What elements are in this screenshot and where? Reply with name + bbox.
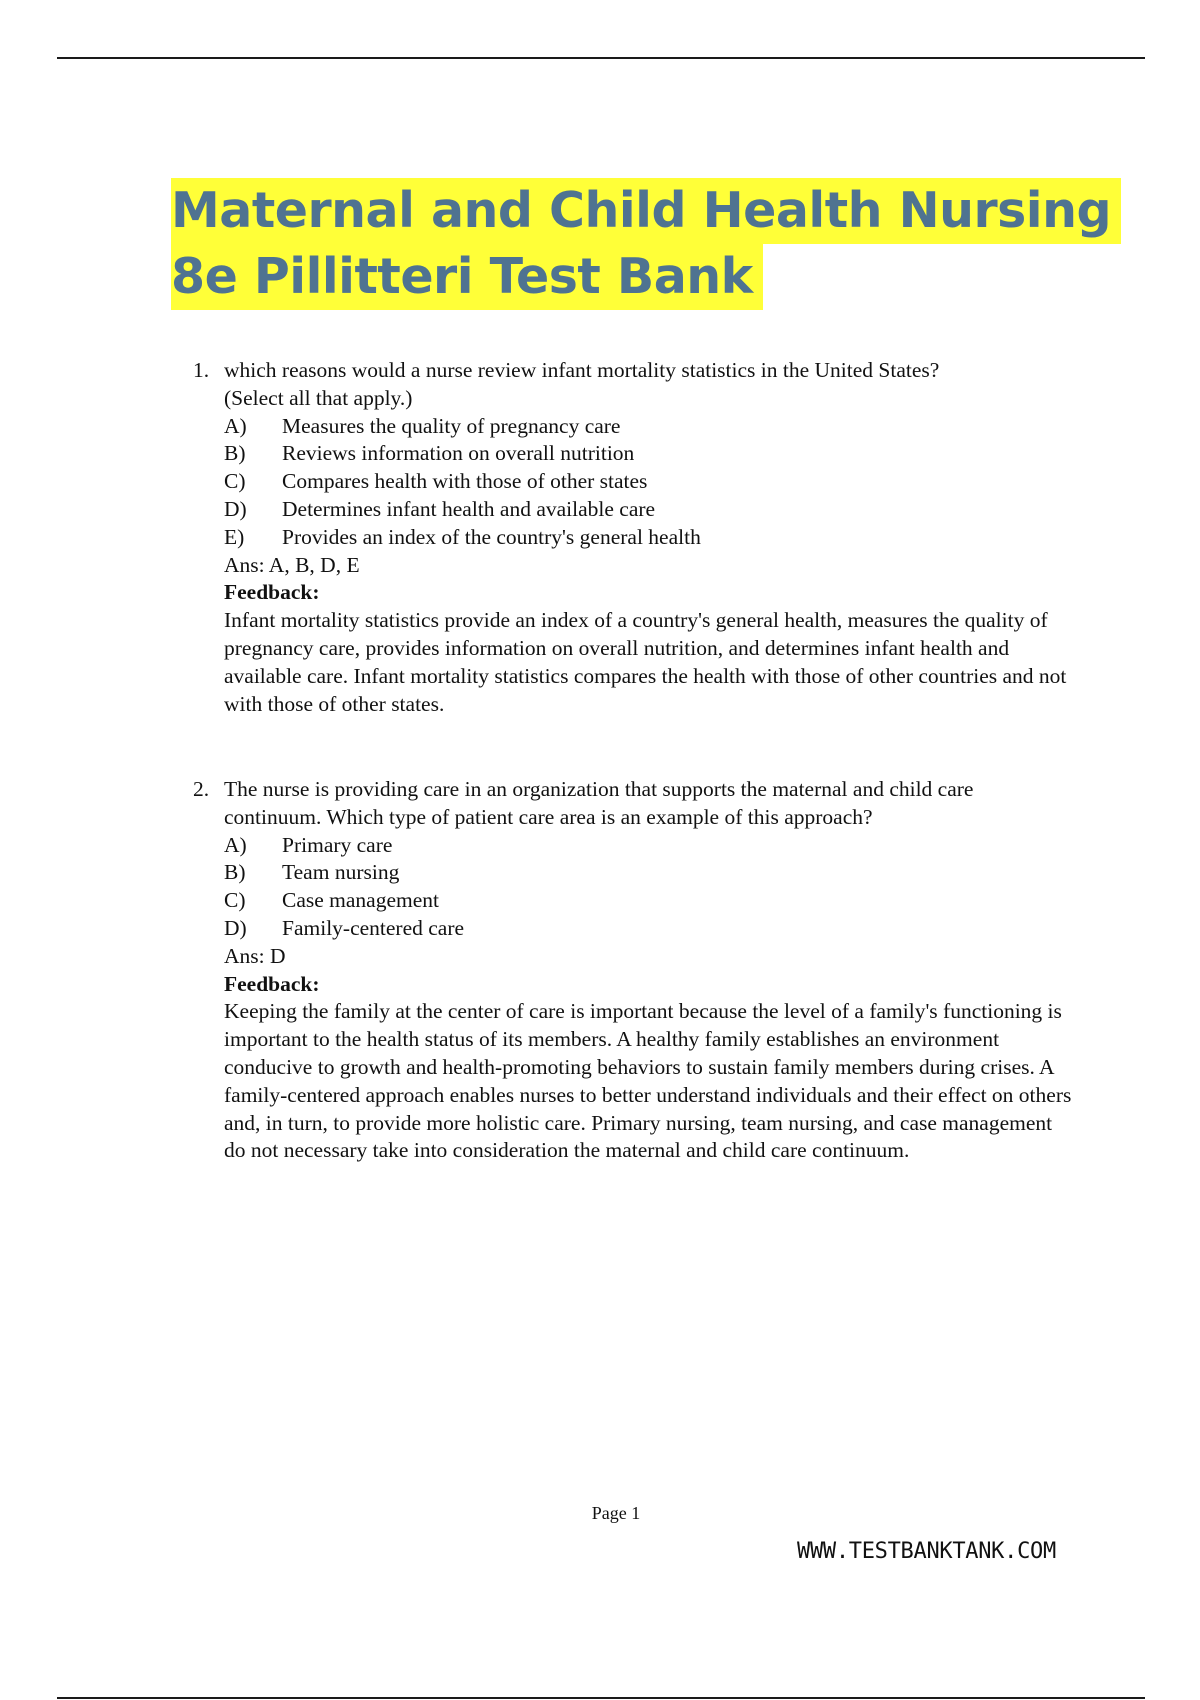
option-letter: D) <box>224 915 247 940</box>
question-text-line-2: (Select all that apply.) <box>224 385 413 410</box>
option-e <box>224 524 1093 552</box>
option-b <box>224 859 1093 887</box>
answer-key: Ans: A, B, D, E <box>224 552 360 577</box>
option-text: Compares health with those of other states <box>282 469 648 494</box>
option-c <box>224 468 1093 496</box>
question-2 <box>193 776 1093 1165</box>
option-text: Measures the quality of pregnancy care <box>282 413 621 438</box>
option-c <box>224 887 1093 915</box>
feedback-text: Infant mortality statistics provide an index of a country's general health, measures the quality of pregnancy care, provides information on overall nutrition, and determines infant health and available care. Infant mortality statistics compares the health with those of other countries and not with those of other states. <box>224 608 1067 716</box>
top-rule <box>57 57 1145 59</box>
document-title <box>171 178 1121 310</box>
option-a <box>224 832 1093 860</box>
question-1 <box>193 357 1093 718</box>
question-number: 2. <box>193 777 210 801</box>
option-text: Provides an index of the country's general health <box>282 524 701 549</box>
option-letter: D) <box>224 496 247 521</box>
title-line-2: 8e Pillitteri Test Bank <box>171 244 763 310</box>
option-text: Reviews information on overall nutrition <box>282 441 635 466</box>
answer-key: Ans: D <box>224 943 286 968</box>
option-text: Team nursing <box>282 860 400 885</box>
question-text-line-1: The nurse is providing care in an organization that supports the maternal and child care <box>224 777 974 801</box>
option-letter: E) <box>224 524 245 549</box>
website-link[interactable]: WWW.TESTBANKTANK.COM <box>797 1539 1056 1564</box>
option-d <box>224 915 1093 943</box>
page-number: Page 1 <box>591 1503 641 1523</box>
option-text: Case management <box>282 888 440 913</box>
question-number: 1. <box>193 358 210 382</box>
answer-options <box>193 413 1093 552</box>
option-text: Determines infant health and available care <box>282 496 656 521</box>
title-line-1: Maternal and Child Health Nursing <box>171 178 1121 244</box>
option-d <box>224 496 1093 524</box>
question-text-line-2: continuum. Which type of patient care area is an example of this approach? <box>224 804 873 829</box>
feedback-text: Keeping the family at the center of care is important because the level of a family's functioning is important to the health status of its members. A healthy family establishes an environment conducive to growth and health-promoting behaviors to sustain family members during crises. A family-centered approach enables nurses to better understand individuals and their effect on others and, in turn, to provide more holistic care. Primary nursing, team nursing, and case management do not necessary take into consideration the maternal and child care continuum. <box>224 999 1072 1163</box>
question-stem <box>193 357 1093 413</box>
question-text-line-1: which reasons would a nurse review infant mortality statistics in the United States? <box>224 358 940 382</box>
answer-options <box>193 832 1093 943</box>
option-letter: A) <box>224 413 247 438</box>
feedback-label: Feedback: <box>224 580 320 605</box>
option-letter: A) <box>224 832 247 857</box>
option-text: Family-centered care <box>282 915 465 940</box>
option-a <box>224 413 1093 441</box>
bottom-rule <box>57 1697 1145 1699</box>
option-letter: C) <box>224 469 246 494</box>
option-letter: C) <box>224 888 246 913</box>
feedback-label: Feedback: <box>224 971 320 996</box>
question-stem <box>193 776 1093 832</box>
option-letter: B) <box>224 860 246 885</box>
option-text: Primary care <box>282 832 393 857</box>
option-b <box>224 440 1093 468</box>
option-letter: B) <box>224 441 246 466</box>
